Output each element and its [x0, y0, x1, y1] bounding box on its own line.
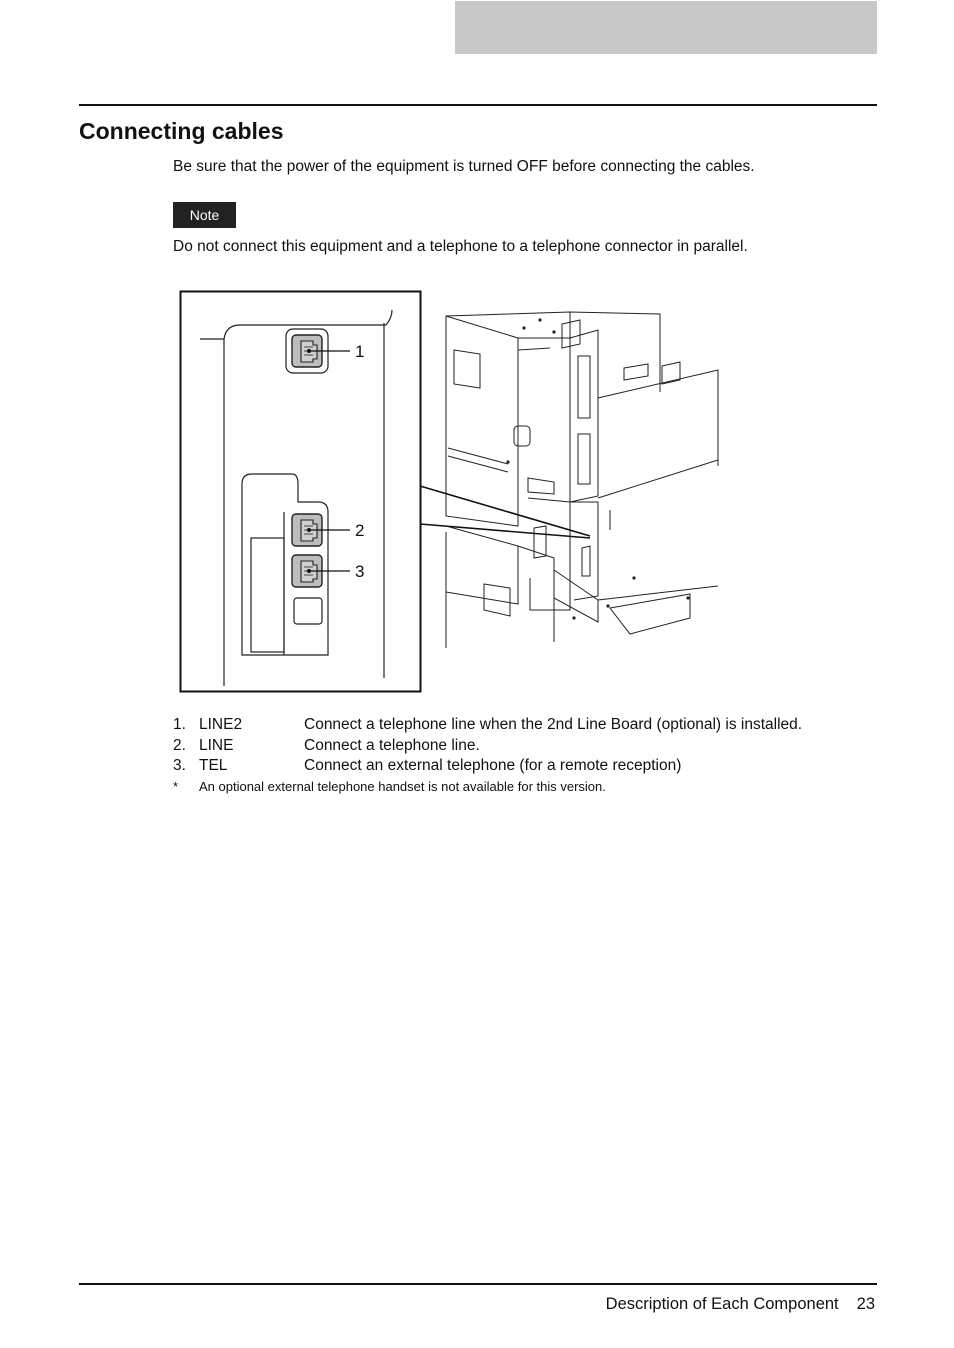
- header-band: [455, 1, 877, 54]
- port-name: TEL: [199, 757, 228, 774]
- port-description: Connect an external telephone (for a remote reception): [304, 757, 682, 774]
- footnote-mark: *: [173, 779, 179, 794]
- port-name: LINE2: [199, 716, 243, 733]
- list-number: 1.: [173, 716, 186, 733]
- footer-section-name: Description of Each Component: [605, 1295, 839, 1313]
- intro-text: Be sure that the power of the equipment is turned OFF before connecting the cables.: [173, 158, 755, 175]
- callout-3: 3: [355, 562, 365, 581]
- callout-2: 2: [355, 521, 365, 540]
- page-number: 23: [856, 1295, 875, 1313]
- bottom-rule: [79, 1283, 877, 1285]
- port-description: Connect a telephone line.: [304, 736, 480, 754]
- port-name: LINE: [199, 736, 234, 754]
- port-description: Connect a telephone line when the 2nd Line Board (optional) is installed.: [304, 716, 803, 733]
- footnote-text: An optional external telephone handset is not available for this version.: [199, 779, 606, 794]
- note-text: Do not connect this equipment and a telephone to a telephone connector in parallel.: [173, 238, 748, 255]
- connector-diagram: [178, 288, 723, 695]
- page-footer: [606, 1295, 875, 1314]
- section-title: Connecting cables: [79, 118, 284, 144]
- callout-1: 1: [355, 342, 365, 361]
- top-rule: [79, 104, 877, 106]
- note-badge: Note: [173, 202, 236, 228]
- list-number: 2.: [173, 736, 186, 754]
- list-number: 3.: [173, 757, 186, 774]
